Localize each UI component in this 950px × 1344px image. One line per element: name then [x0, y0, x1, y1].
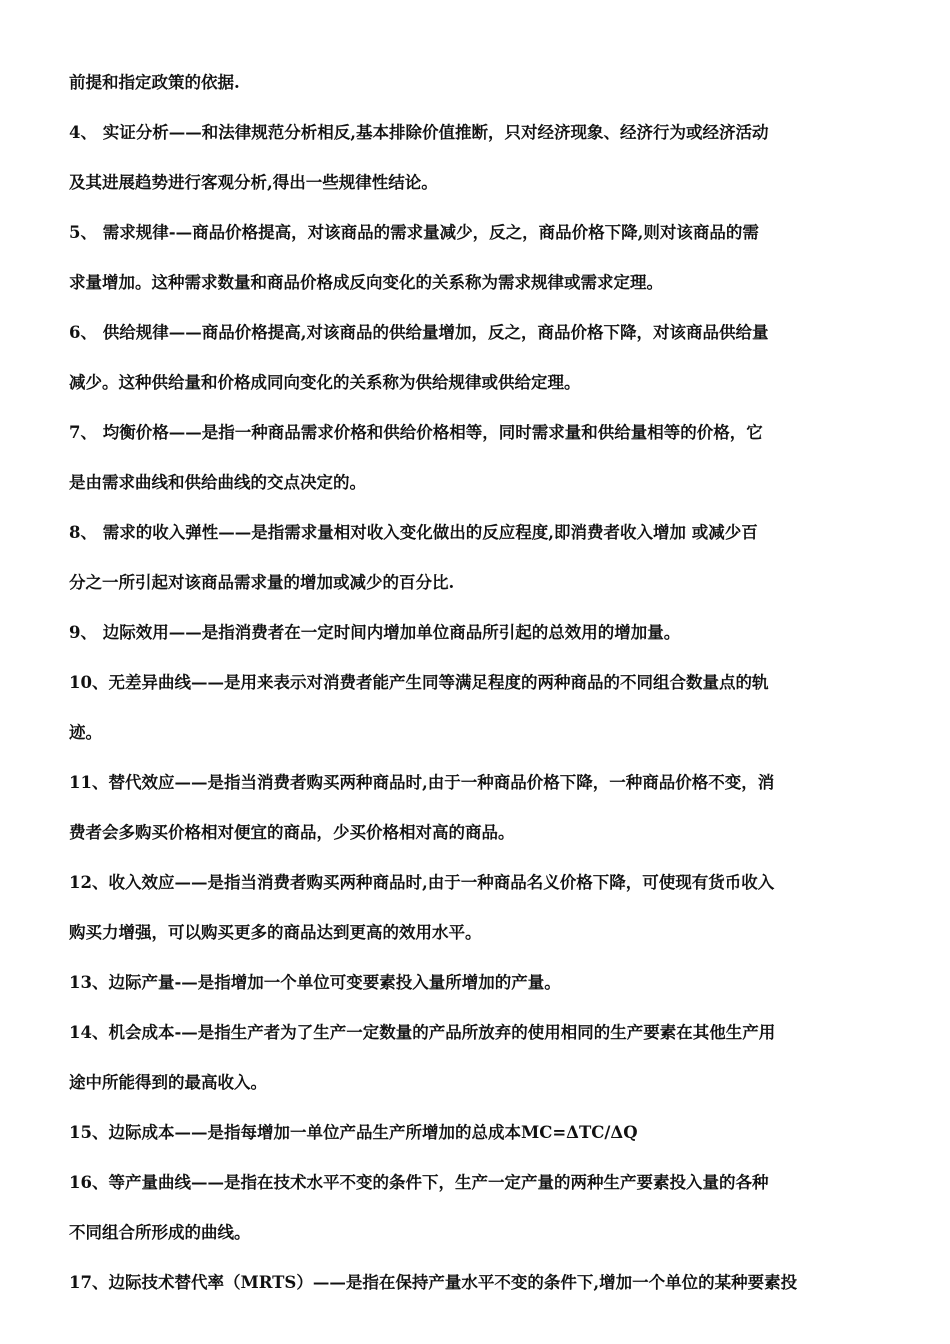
text-line: 5、 需求规律-—商品价格提高，对该商品的需求量减少，反之，商品价格下降,则对该商品的需 [69, 223, 759, 242]
text-line: 分之一所引起对该商品需求量的增加或减少的百分比. [69, 573, 455, 592]
text-line: 16、等产量曲线——是指在技术水平不变的条件下，生产一定产量的两种生产要素投入量的各种 [69, 1173, 769, 1192]
text-line: 6、 供给规律——商品价格提高,对该商品的供给量增加，反之，商品价格下降，对该商品供给量 [69, 323, 769, 342]
text-line: 11、替代效应——是指当消费者购买两种商品时,由于一种商品价格下降，一种商品价格不变，消 [69, 773, 775, 792]
text-line: 9、 边际效用——是指消费者在一定时间内增加单位商品所引起的总效用的增加量。 [69, 623, 681, 642]
text-line: 10、无差异曲线——是用来表示对消费者能产生同等满足程度的两种商品的不同组合数量点的轨 [69, 673, 769, 692]
text-line: 8、 需求的收入弹性——是指需求量相对收入变化做出的反应程度,即消费者收入增加 或减少百 [69, 523, 758, 542]
text-line: 途中所能得到的最高收入。 [69, 1073, 267, 1092]
text-line: 13、边际产量-—是指增加一个单位可变要素投入量所增加的产量。 [69, 973, 561, 992]
text-line: 购买力增强，可以购买更多的商品达到更高的效用水平。 [69, 923, 482, 942]
text-line: 是由需求曲线和供给曲线的交点决定的。 [69, 473, 366, 492]
text-line: 4、 实证分析——和法律规范分析相反,基本排除价值推断，只对经济现象、经济行为或经济活动 [69, 123, 769, 142]
text-line: 前提和指定政策的依据. [69, 73, 240, 92]
text-line: 减少。这种供给量和价格成同向变化的关系称为供给规律或供给定理。 [69, 373, 581, 392]
text-line: 不同组合所形成的曲线。 [69, 1223, 251, 1242]
text-line: 14、机会成本-—是指生产者为了生产一定数量的产品所放弃的使用相同的生产要素在其他生产用 [69, 1023, 776, 1042]
text-line: 7、 均衡价格——是指一种商品需求价格和供给价格相等，同时需求量和供给量相等的价格，它 [69, 423, 763, 442]
text-line: 及其进展趋势进行客观分析,得出一些规律性结论。 [69, 173, 438, 192]
text-line: 求量增加。这种需求数量和商品价格成反向变化的关系称为需求规律或需求定理。 [69, 273, 663, 292]
document-body [69, 58, 887, 1308]
text-line: 迹。 [69, 723, 102, 742]
text-line: 费者会多购买价格相对便宜的商品，少买价格相对高的商品。 [69, 823, 515, 842]
text-line: 17、边际技术替代率（MRTS）——是指在保持产量水平不变的条件下,增加一个单位的某种要素投 [69, 1273, 798, 1292]
text-line: 12、收入效应——是指当消费者购买两种商品时,由于一种商品名义价格下降，可使现有货币收入 [69, 873, 775, 892]
text-line: 15、边际成本——是指每增加一单位产品生产所增加的总成本MC=ΔTC/ΔQ [69, 1123, 638, 1142]
